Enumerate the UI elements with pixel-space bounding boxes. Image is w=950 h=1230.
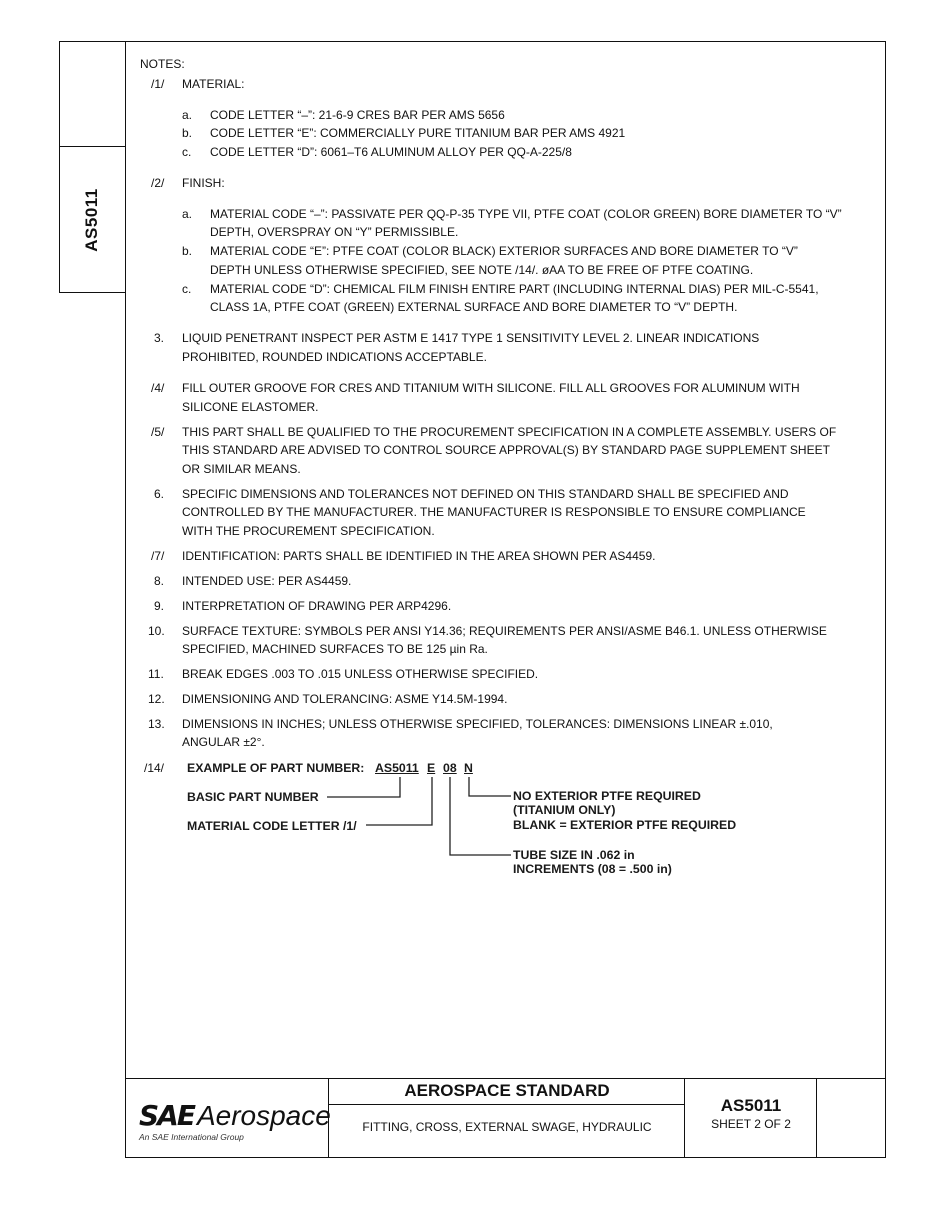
side-document-code: AS5011	[82, 188, 101, 252]
basic-part-number-label: BASIC PART NUMBER	[187, 790, 319, 804]
suffix-description-line-2: (TITANIUM ONLY)	[513, 803, 616, 817]
size-description-line-1: TUBE SIZE IN .062 in	[513, 848, 635, 862]
note-12-text: DIMENSIONING AND TOLERANCING: ASME Y14.5M-1994.	[182, 692, 508, 706]
logo-subtitle: An SAE International Group	[139, 1132, 244, 1142]
note-13-line-2: ANGULAR ±2°.	[182, 735, 265, 749]
note-6-line-3: WITH THE PROCUREMENT SPECIFICATION.	[182, 524, 435, 538]
note-2b-line-2: DEPTH UNLESS OTHERWISE SPECIFIED, SEE NOTE /14/. øAA TO BE FREE OF PTFE COATING.	[210, 263, 754, 277]
note-9-text: INTERPRETATION OF DRAWING PER ARP4296.	[182, 599, 452, 613]
note-1b-text: CODE LETTER “E”: COMMERCIALLY PURE TITANIUM BAR PER AMS 4921	[210, 126, 626, 140]
note-8-number: 8.	[154, 574, 165, 588]
note-12-number: 12.	[148, 692, 165, 706]
note-11-number: 11.	[148, 667, 164, 681]
note-5-line-2: THIS STANDARD ARE ADVISED TO CONTROL SOURCE APPROVAL(S) BY STANDARD PAGE SUPPLEMENT SHEET	[182, 443, 830, 457]
note-6-line-2: CONTROLLED BY THE MANUFACTURER. THE MANUFACTURER IS RESPONSIBLE TO ENSURE COMPLIANCE	[182, 505, 806, 519]
note-14-number: /14/	[144, 761, 165, 775]
note-9-number: 9.	[154, 599, 165, 613]
notes-heading: NOTES:	[140, 57, 185, 71]
note-2a-line-2: DEPTH, OVERSPRAY ON “Y” PERMISSIBLE.	[210, 225, 459, 239]
leader-basic-part	[327, 777, 400, 797]
logo-aerospace-word: Aerospace	[196, 1100, 331, 1131]
note-2c-line-2: CLASS 1A, PTFE COAT (GREEN) EXTERNAL SURFACE AND BORE DIAMETER TO “V” DEPTH.	[210, 300, 738, 314]
note-3-line-2: PROHIBITED, ROUNDED INDICATIONS ACCEPTABLE.	[182, 350, 487, 364]
note-3-number: 3.	[154, 331, 165, 345]
sheet-number: SHEET 2 OF 2	[711, 1117, 791, 1131]
part-code-material: E	[427, 761, 436, 775]
leader-suffix	[469, 777, 511, 796]
note-2c-line-1: MATERIAL CODE “D”: CHEMICAL FILM FINISH ENTIRE PART (INCLUDING INTERNAL DIAS) PER MIL-C-5541,	[210, 282, 819, 296]
note-3-line-1: LIQUID PENETRANT INSPECT PER ASTM E 1417 TYPE 1 SENSITIVITY LEVEL 2. LINEAR INDICATIONS	[182, 331, 760, 345]
note-10-line-2: SPECIFIED, MACHINED SURFACES TO BE 125 µin Ra.	[182, 642, 488, 656]
note-13-number: 13.	[148, 717, 165, 731]
note-5-line-1: THIS PART SHALL BE QUALIFIED TO THE PROCUREMENT SPECIFICATION IN A COMPLETE ASSEMBLY. USERS OF	[182, 425, 837, 439]
standard-type-title: AEROSPACE STANDARD	[404, 1081, 610, 1100]
note-11-text: BREAK EDGES .003 TO .015 UNLESS OTHERWISE SPECIFIED.	[182, 667, 539, 681]
note-4-line-1: FILL OUTER GROOVE FOR CRES AND TITANIUM WITH SILICONE. FILL ALL GROOVES FOR ALUMINUM WITH	[182, 381, 800, 395]
note-1c-text: CODE LETTER “D”: 6061–T6 ALUMINUM ALLOY PER QQ-A-225/8	[210, 145, 572, 159]
note-2b-line-1: MATERIAL CODE “E”: PTFE COAT (COLOR BLACK) EXTERIOR SURFACES AND BORE DIAMETER TO “V”	[210, 244, 798, 258]
note-10-number: 10.	[148, 624, 165, 638]
note-2c-letter: c.	[182, 282, 192, 296]
note-2b-letter: b.	[182, 244, 193, 258]
part-example-heading: EXAMPLE OF PART NUMBER:	[187, 761, 365, 775]
note-1-number: /1/	[151, 77, 165, 91]
document-code: AS5011	[720, 1096, 782, 1115]
note-4-number: /4/	[151, 381, 165, 395]
note-1c-letter: c.	[182, 145, 192, 159]
sae-aerospace-logo	[139, 1101, 331, 1131]
part-name: FITTING, CROSS, EXTERNAL SWAGE, HYDRAULIC	[362, 1120, 652, 1134]
note-2-text: FINISH:	[182, 176, 225, 190]
note-13-line-1: DIMENSIONS IN INCHES; UNLESS OTHERWISE SPECIFIED, TOLERANCES: DIMENSIONS LINEAR ±.010,	[182, 717, 773, 731]
note-1a-letter: a.	[182, 108, 193, 122]
logo-sae-mark: SAE	[139, 1099, 194, 1132]
note-2a-line-1: MATERIAL CODE “–”: PASSIVATE PER QQ-P-35 TYPE VII, PTFE COAT (COLOR GREEN) BORE DIAMETER TO “V”	[210, 207, 842, 221]
note-6-line-1: SPECIFIC DIMENSIONS AND TOLERANCES NOT DEFINED ON THIS STANDARD SHALL BE SPECIFIED AND	[182, 487, 789, 501]
note-5-number: /5/	[151, 425, 165, 439]
note-2-number: /2/	[151, 176, 165, 190]
note-4-line-2: SILICONE ELASTOMER.	[182, 400, 319, 414]
part-code-size: 08	[443, 761, 457, 775]
note-6-number: 6.	[154, 487, 165, 501]
leader-tube-size	[450, 777, 511, 855]
part-code-base: AS5011	[375, 761, 419, 775]
note-8-text: INTENDED USE: PER AS4459.	[182, 574, 352, 588]
suffix-description-line-1: NO EXTERIOR PTFE REQUIRED	[513, 789, 701, 803]
note-2a-letter: a.	[182, 207, 193, 221]
size-description-line-2: INCREMENTS (08 = .500 in)	[513, 862, 672, 876]
note-1a-text: CODE LETTER “–”: 21-6-9 CRES BAR PER AMS 5656	[210, 108, 505, 122]
note-5-line-3: OR SIMILAR MEANS.	[182, 462, 301, 476]
title-block-inner-rule	[328, 1104, 684, 1105]
note-7-text: IDENTIFICATION: PARTS SHALL BE IDENTIFIED IN THE AREA SHOWN PER AS4459.	[182, 549, 656, 563]
note-1-text: MATERIAL:	[182, 77, 245, 91]
note-1b-letter: b.	[182, 126, 193, 140]
material-code-label: MATERIAL CODE LETTER /1/	[187, 819, 357, 833]
suffix-description-line-3: BLANK = EXTERIOR PTFE REQUIRED	[513, 818, 737, 832]
leader-material-code	[366, 777, 432, 825]
title-block-top-border	[125, 1078, 886, 1079]
note-10-line-1: SURFACE TEXTURE: SYMBOLS PER ANSI Y14.36; REQUIREMENTS PER ANSI/ASME B46.1. UNLESS OTHERWISE	[182, 624, 827, 638]
note-7-number: /7/	[151, 549, 165, 563]
part-code-suffix: N	[464, 761, 473, 775]
